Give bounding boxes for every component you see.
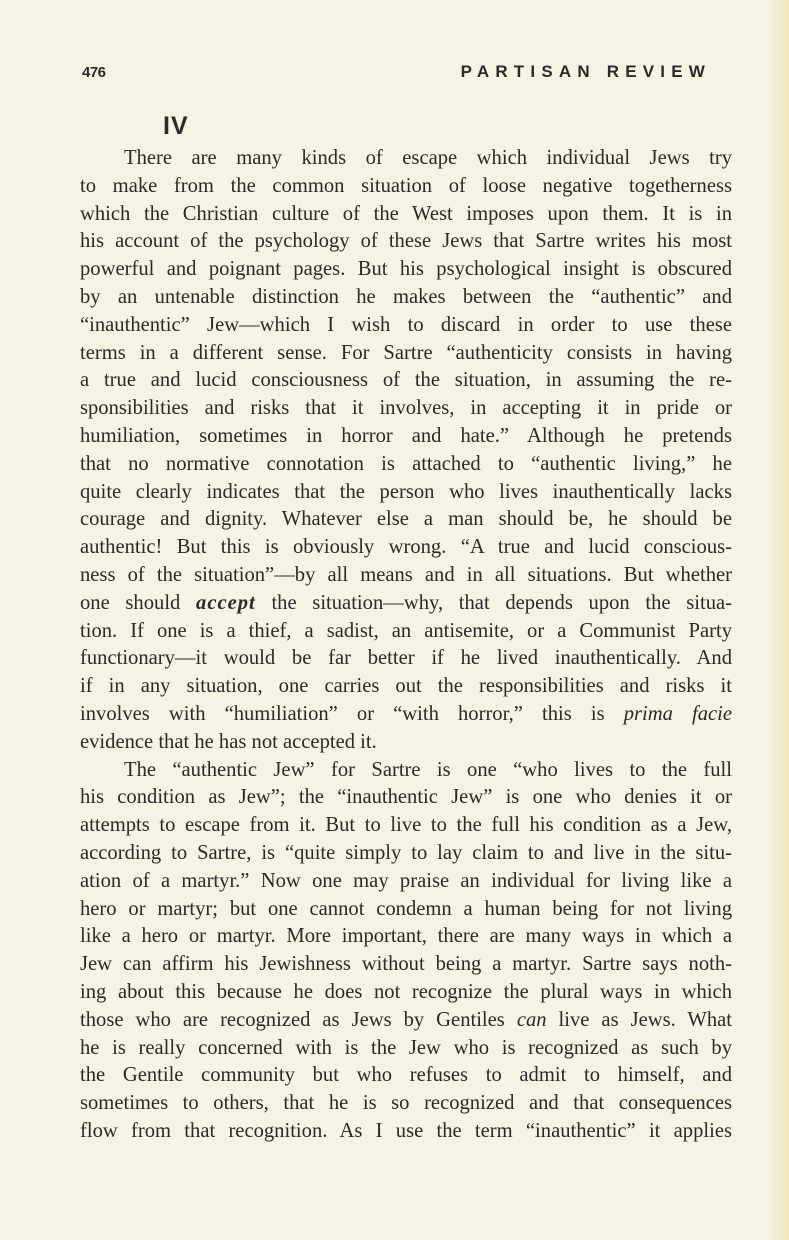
text-segment: ation of a martyr.” Now one may praise an individual for living like a — [80, 869, 732, 892]
body-text — [80, 145, 732, 1146]
text-line — [80, 840, 732, 868]
text-line — [80, 1035, 732, 1063]
text-line — [80, 701, 732, 729]
text-segment: quite clearly indicates that the person who lives inauthentically lacks — [80, 480, 732, 503]
text-segment: “inauthentic” Jew—which I wish to discard in order to use these — [80, 313, 732, 336]
text-line — [80, 618, 732, 646]
text-line — [80, 367, 732, 395]
text-segment: evidence that he has not accepted it. — [80, 730, 377, 753]
text-segment: which the Christian culture of the West imposes upon them. It is in — [80, 202, 732, 225]
text-line — [80, 506, 732, 534]
text-segment: his condition as Jew”; the “inauthentic Jew” is one who denies it or — [80, 786, 732, 809]
text-segment: humiliation, sometimes in horror and hate.” Although he pretends — [80, 424, 732, 447]
emphasized-text: prima facie — [623, 702, 732, 725]
text-line — [80, 784, 732, 812]
text-segment: hero or martyr; but one cannot condemn a human being for not living — [80, 897, 732, 920]
text-line — [80, 1007, 732, 1035]
text-line — [80, 284, 732, 312]
running-head: PARTISAN REVIEW — [460, 62, 711, 81]
text-line — [80, 979, 732, 1007]
text-segment: Jew can affirm his Jewishness without being a martyr. Sartre says noth- — [80, 953, 732, 976]
text-segment: The “authentic Jew” for Sartre is one “who lives to the full — [124, 758, 732, 781]
text-segment: sponsibilities and risks that it involves, in accepting it in pride or — [80, 397, 732, 420]
text-line — [80, 395, 732, 423]
text-line — [80, 340, 732, 368]
text-line — [80, 729, 732, 757]
text-segment: terms in a different sense. For Sartre “authenticity consists in having — [80, 341, 732, 364]
text-segment: attempts to escape from it. But to live to the full his condition as a Jew, — [80, 814, 732, 837]
text-segment: powerful and poignant pages. But his psychological insight is obscured — [80, 258, 732, 281]
text-line — [80, 757, 732, 785]
text-segment: by an untenable distinction he makes between the “authentic” and — [80, 285, 732, 308]
text-line — [80, 451, 732, 479]
text-line — [80, 534, 732, 562]
text-segment: the situation—why, that depends upon the situa- — [255, 591, 732, 614]
text-line — [80, 1062, 732, 1090]
text-line — [80, 201, 732, 229]
text-segment: ing about this because he does not recognize the plural ways in which — [80, 980, 732, 1003]
text-segment: according to Sartre, is “quite simply to lay claim to and live in the situ- — [80, 841, 732, 864]
text-segment: functionary—it would be far better if he lived inauthentically. And — [80, 647, 732, 670]
text-line — [80, 673, 732, 701]
text-segment: authentic! But this is obviously wrong. “A true and lucid conscious- — [80, 536, 732, 559]
emphasized-text: can — [516, 1008, 547, 1031]
text-segment: involves with “humiliation” or “with horror,” this is — [80, 702, 624, 725]
text-line — [80, 173, 732, 201]
text-segment: sometimes to others, that he is so recognized and that consequences — [80, 1092, 732, 1115]
text-line — [80, 423, 732, 451]
text-line — [80, 896, 732, 924]
text-line — [80, 256, 732, 284]
text-segment: his account of the psychology of these Jews that Sartre writes his most — [80, 230, 732, 253]
text-line — [80, 145, 732, 173]
text-segment: those who are recognized as Jews by Gentiles — [80, 1008, 517, 1031]
section-heading: IV — [163, 112, 189, 140]
text-segment: if in any situation, one carries out the responsibilities and risks it — [80, 675, 732, 698]
text-segment: that no normative connotation is attached to “authentic living,” he — [80, 452, 732, 475]
text-line — [80, 479, 732, 507]
page-edge-shading — [767, 0, 789, 1240]
text-segment: one should — [80, 591, 197, 614]
text-segment: he is really concerned with is the Jew who is recognized as such by — [80, 1036, 732, 1059]
text-segment: like a hero or martyr. More important, there are many ways in which a — [80, 925, 732, 948]
text-segment: courage and dignity. Whatever else a man should be, he should be — [80, 508, 732, 531]
text-line — [80, 562, 732, 590]
text-line — [80, 1090, 732, 1118]
text-segment: the Gentile community but who refuses to admit to himself, and — [80, 1064, 732, 1087]
text-segment: a true and lucid consciousness of the situation, in assuming the re- — [80, 369, 732, 392]
text-segment: tion. If one is a thief, a sadist, an antisemite, or a Communist Party — [80, 619, 732, 642]
emphasized-text: accept — [196, 591, 256, 614]
text-line — [80, 812, 732, 840]
text-segment: ness of the situation”—by all means and in all situations. But whether — [80, 563, 732, 586]
page-number: 476 — [82, 64, 106, 81]
text-line — [80, 1118, 732, 1146]
text-line — [80, 923, 732, 951]
text-line — [80, 645, 732, 673]
text-line — [80, 951, 732, 979]
text-line — [80, 868, 732, 896]
text-segment: live as Jews. What — [546, 1008, 732, 1031]
text-line — [80, 312, 732, 340]
text-line — [80, 590, 732, 618]
text-segment: flow from that recognition. As I use the term “inauthentic” it applies — [80, 1119, 732, 1142]
text-segment: There are many kinds of escape which individual Jews try — [124, 147, 732, 169]
text-segment: to make from the common situation of loose negative togetherness — [80, 174, 732, 197]
text-line — [80, 228, 732, 256]
